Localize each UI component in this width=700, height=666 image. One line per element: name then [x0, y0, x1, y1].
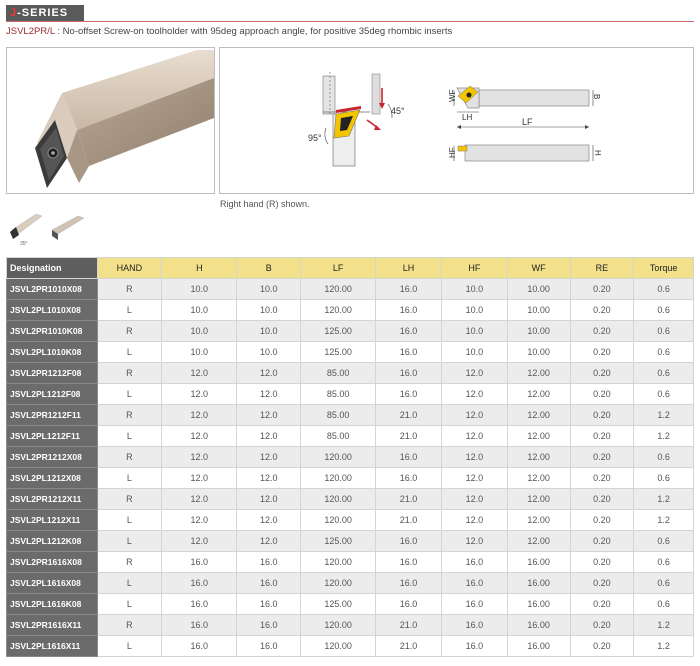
specification-table — [6, 257, 694, 657]
cell-torque: 1.2 — [634, 426, 694, 447]
table-row — [7, 300, 694, 321]
cell-hf: 10.0 — [441, 342, 507, 363]
header-re: RE — [570, 258, 634, 279]
cell-hand: R — [97, 552, 162, 573]
cell-lh: 16.0 — [376, 384, 442, 405]
approach-angle-45: 45° — [391, 106, 405, 116]
product-subtitle — [6, 26, 452, 37]
cell-lh: 16.0 — [376, 342, 442, 363]
cell-wf: 12.00 — [507, 426, 570, 447]
table-row — [7, 321, 694, 342]
table-row — [7, 615, 694, 636]
label-lh: LH — [462, 113, 473, 122]
cell-h: 10.0 — [162, 279, 237, 300]
cell-b: 12.0 — [237, 510, 301, 531]
cell-b: 16.0 — [237, 636, 301, 657]
cell-lh: 16.0 — [376, 447, 442, 468]
table-header-row — [7, 258, 694, 279]
cell-hand: R — [97, 405, 162, 426]
table-row — [7, 447, 694, 468]
cell-lf: 85.00 — [301, 363, 376, 384]
cell-torque: 1.2 — [634, 489, 694, 510]
cell-lf: 85.00 — [301, 405, 376, 426]
cell-b: 12.0 — [237, 468, 301, 489]
cell-wf: 10.00 — [507, 321, 570, 342]
cell-b: 12.0 — [237, 384, 301, 405]
cell-wf: 12.00 — [507, 447, 570, 468]
cell-lf: 120.00 — [301, 552, 376, 573]
cell-designation: JSVL2PL1212F11 — [7, 426, 98, 447]
cell-hand: L — [97, 300, 162, 321]
cell-re: 0.20 — [570, 384, 634, 405]
cell-b: 12.0 — [237, 363, 301, 384]
table-row — [7, 489, 694, 510]
cell-lh: 16.0 — [376, 321, 442, 342]
cell-torque: 1.2 — [634, 405, 694, 426]
cell-lf: 120.00 — [301, 636, 376, 657]
cell-b: 12.0 — [237, 531, 301, 552]
table-row — [7, 468, 694, 489]
label-lf: LF — [522, 117, 533, 127]
header-lf: LF — [301, 258, 376, 279]
cell-hf: 16.0 — [441, 636, 507, 657]
table-row — [7, 342, 694, 363]
cell-lh: 21.0 — [376, 636, 442, 657]
cell-hand: L — [97, 468, 162, 489]
header-designation: Designation — [7, 258, 98, 279]
cell-b: 12.0 — [237, 489, 301, 510]
cell-wf: 16.00 — [507, 594, 570, 615]
cell-b: 16.0 — [237, 573, 301, 594]
header-hf: HF — [441, 258, 507, 279]
cell-lh: 16.0 — [376, 468, 442, 489]
thumbnail-angle-label: 35° — [20, 241, 28, 247]
label-wf: WF — [448, 89, 457, 102]
right-hand-caption: Right hand (R) shown. — [220, 199, 310, 209]
cell-lh: 16.0 — [376, 300, 442, 321]
table-row — [7, 426, 694, 447]
cell-hand: R — [97, 279, 162, 300]
cell-hf: 12.0 — [441, 363, 507, 384]
cell-lf: 120.00 — [301, 300, 376, 321]
cell-torque: 0.6 — [634, 300, 694, 321]
label-b: B — [592, 94, 601, 100]
cell-designation: JSVL2PL1212X08 — [7, 468, 98, 489]
dimension-drawing — [220, 48, 693, 193]
thumbnail-images — [8, 208, 86, 248]
approach-angle-95: 95° — [308, 133, 322, 143]
cell-b: 12.0 — [237, 426, 301, 447]
cell-lf: 125.00 — [301, 321, 376, 342]
table-row — [7, 510, 694, 531]
cell-hf: 12.0 — [441, 489, 507, 510]
series-logo: J-SERIES — [6, 5, 84, 21]
cell-hand: L — [97, 573, 162, 594]
cell-wf: 16.00 — [507, 552, 570, 573]
cell-hf: 12.0 — [441, 531, 507, 552]
cell-designation: JSVL2PR1212F08 — [7, 363, 98, 384]
cell-designation: JSVL2PL1010K08 — [7, 342, 98, 363]
cell-h: 12.0 — [162, 384, 237, 405]
cell-h: 12.0 — [162, 468, 237, 489]
cell-lf: 125.00 — [301, 342, 376, 363]
cell-hand: R — [97, 489, 162, 510]
cell-b: 10.0 — [237, 300, 301, 321]
cell-hand: L — [97, 636, 162, 657]
cell-re: 0.20 — [570, 321, 634, 342]
cell-lh: 16.0 — [376, 552, 442, 573]
cell-hand: L — [97, 342, 162, 363]
cell-wf: 12.00 — [507, 468, 570, 489]
table-row — [7, 636, 694, 657]
header-wf: WF — [507, 258, 570, 279]
cell-designation: JSVL2PR1010K08 — [7, 321, 98, 342]
cell-hf: 12.0 — [441, 426, 507, 447]
cell-torque: 0.6 — [634, 594, 694, 615]
cell-torque: 0.6 — [634, 384, 694, 405]
cell-hf: 16.0 — [441, 594, 507, 615]
cell-b: 10.0 — [237, 321, 301, 342]
cell-b: 16.0 — [237, 552, 301, 573]
cell-hand: L — [97, 384, 162, 405]
cell-b: 16.0 — [237, 615, 301, 636]
cell-hand: R — [97, 363, 162, 384]
cell-lh: 16.0 — [376, 531, 442, 552]
cell-torque: 0.6 — [634, 447, 694, 468]
cell-wf: 12.00 — [507, 384, 570, 405]
cell-wf: 12.00 — [507, 405, 570, 426]
cell-designation: JSVL2PR1616X11 — [7, 615, 98, 636]
cell-hf: 12.0 — [441, 510, 507, 531]
cell-lf: 120.00 — [301, 510, 376, 531]
cell-designation: JSVL2PL1616K08 — [7, 594, 98, 615]
header-torque: Torque — [634, 258, 694, 279]
cell-re: 0.20 — [570, 531, 634, 552]
cell-hf: 12.0 — [441, 468, 507, 489]
cell-lf: 125.00 — [301, 594, 376, 615]
cell-torque: 1.2 — [634, 636, 694, 657]
table-row — [7, 552, 694, 573]
header-hand: HAND — [97, 258, 162, 279]
cell-re: 0.20 — [570, 573, 634, 594]
cell-h: 10.0 — [162, 321, 237, 342]
table-row — [7, 573, 694, 594]
cell-re: 0.20 — [570, 426, 634, 447]
cell-hand: R — [97, 321, 162, 342]
cell-re: 0.20 — [570, 552, 634, 573]
table-row — [7, 405, 694, 426]
cell-wf: 10.00 — [507, 300, 570, 321]
cell-lf: 120.00 — [301, 447, 376, 468]
cell-re: 0.20 — [570, 363, 634, 384]
cell-lh: 21.0 — [376, 489, 442, 510]
toolholder-photo — [6, 47, 215, 194]
cell-re: 0.20 — [570, 405, 634, 426]
dimension-diagram — [219, 47, 694, 194]
cell-hand: L — [97, 426, 162, 447]
cell-torque: 0.6 — [634, 468, 694, 489]
cell-lf: 120.00 — [301, 615, 376, 636]
cell-wf: 10.00 — [507, 342, 570, 363]
cell-re: 0.20 — [570, 510, 634, 531]
cell-hand: R — [97, 447, 162, 468]
cell-re: 0.20 — [570, 489, 634, 510]
cell-hand: L — [97, 594, 162, 615]
header-h: H — [162, 258, 237, 279]
cell-torque: 0.6 — [634, 321, 694, 342]
header-lh: LH — [376, 258, 442, 279]
table-row — [7, 279, 694, 300]
cell-hf: 12.0 — [441, 405, 507, 426]
cell-h: 10.0 — [162, 342, 237, 363]
cell-h: 16.0 — [162, 594, 237, 615]
cell-designation: JSVL2PR1212X08 — [7, 447, 98, 468]
cell-lf: 85.00 — [301, 426, 376, 447]
cell-hand: L — [97, 510, 162, 531]
cell-designation: JSVL2PL1010X08 — [7, 300, 98, 321]
cell-hand: R — [97, 615, 162, 636]
cell-lf: 120.00 — [301, 573, 376, 594]
cell-h: 16.0 — [162, 573, 237, 594]
cell-h: 12.0 — [162, 447, 237, 468]
cell-torque: 0.6 — [634, 573, 694, 594]
cell-h: 12.0 — [162, 510, 237, 531]
cell-designation: JSVL2PL1616X08 — [7, 573, 98, 594]
cell-wf: 16.00 — [507, 636, 570, 657]
cell-b: 10.0 — [237, 342, 301, 363]
cell-wf: 12.00 — [507, 363, 570, 384]
cell-hf: 12.0 — [441, 384, 507, 405]
cell-lf: 120.00 — [301, 468, 376, 489]
cell-h: 12.0 — [162, 531, 237, 552]
cell-lf: 120.00 — [301, 489, 376, 510]
cell-b: 12.0 — [237, 405, 301, 426]
cell-wf: 12.00 — [507, 531, 570, 552]
cell-lf: 120.00 — [301, 279, 376, 300]
table-row — [7, 363, 694, 384]
cell-lh: 16.0 — [376, 573, 442, 594]
toolholder-image — [7, 48, 214, 193]
cell-designation: JSVL2PL1212F08 — [7, 384, 98, 405]
cell-torque: 0.6 — [634, 342, 694, 363]
cell-h: 12.0 — [162, 426, 237, 447]
cell-torque: 1.2 — [634, 615, 694, 636]
cell-b: 12.0 — [237, 447, 301, 468]
cell-h: 16.0 — [162, 615, 237, 636]
cell-designation: JSVL2PR1212F11 — [7, 405, 98, 426]
product-thumbnails — [8, 208, 86, 248]
cell-lf: 85.00 — [301, 384, 376, 405]
cell-wf: 16.00 — [507, 573, 570, 594]
cell-hf: 12.0 — [441, 447, 507, 468]
cell-re: 0.20 — [570, 636, 634, 657]
cell-lh: 21.0 — [376, 426, 442, 447]
cell-re: 0.20 — [570, 279, 634, 300]
product-description: : No-offset Screw-on toolholder with 95deg approach angle, for positive 35deg rhombic inserts — [54, 26, 453, 37]
cell-re: 0.20 — [570, 300, 634, 321]
cell-re: 0.20 — [570, 594, 634, 615]
cell-torque: 0.6 — [634, 552, 694, 573]
cell-designation: JSVL2PL1212K08 — [7, 531, 98, 552]
cell-wf: 10.00 — [507, 279, 570, 300]
header-b: B — [237, 258, 301, 279]
cell-lh: 16.0 — [376, 363, 442, 384]
cell-lf: 125.00 — [301, 531, 376, 552]
cell-b: 16.0 — [237, 594, 301, 615]
cell-re: 0.20 — [570, 342, 634, 363]
cell-lh: 16.0 — [376, 279, 442, 300]
cell-designation: JSVL2PR1010X08 — [7, 279, 98, 300]
cell-b: 10.0 — [237, 279, 301, 300]
product-code: JSVL2PR/L — [6, 26, 55, 37]
cell-torque: 0.6 — [634, 531, 694, 552]
cell-h: 16.0 — [162, 552, 237, 573]
cell-h: 12.0 — [162, 363, 237, 384]
cell-re: 0.20 — [570, 615, 634, 636]
cell-wf: 12.00 — [507, 510, 570, 531]
cell-h: 12.0 — [162, 489, 237, 510]
cell-h: 12.0 — [162, 405, 237, 426]
cell-hf: 10.0 — [441, 321, 507, 342]
cell-re: 0.20 — [570, 447, 634, 468]
cell-hf: 10.0 — [441, 300, 507, 321]
cell-lh: 21.0 — [376, 510, 442, 531]
cell-lh: 21.0 — [376, 405, 442, 426]
cell-h: 10.0 — [162, 300, 237, 321]
cell-designation: JSVL2PL1212X11 — [7, 510, 98, 531]
cell-torque: 0.6 — [634, 279, 694, 300]
cell-re: 0.20 — [570, 468, 634, 489]
cell-hf: 16.0 — [441, 573, 507, 594]
cell-wf: 16.00 — [507, 615, 570, 636]
cell-designation: JSVL2PR1616X08 — [7, 552, 98, 573]
cell-hand: L — [97, 531, 162, 552]
cell-lh: 21.0 — [376, 615, 442, 636]
cell-h: 16.0 — [162, 636, 237, 657]
title-divider — [6, 21, 694, 22]
table-row — [7, 384, 694, 405]
cell-wf: 12.00 — [507, 489, 570, 510]
cell-torque: 1.2 — [634, 510, 694, 531]
table-row — [7, 531, 694, 552]
cell-designation: JSVL2PL1616X11 — [7, 636, 98, 657]
cell-lh: 16.0 — [376, 594, 442, 615]
cell-hf: 16.0 — [441, 552, 507, 573]
label-h: H — [593, 150, 602, 156]
table-row — [7, 594, 694, 615]
cell-hf: 10.0 — [441, 279, 507, 300]
cell-hf: 16.0 — [441, 615, 507, 636]
cell-designation: JSVL2PR1212X11 — [7, 489, 98, 510]
cell-torque: 0.6 — [634, 363, 694, 384]
label-hf: HF — [448, 147, 457, 158]
